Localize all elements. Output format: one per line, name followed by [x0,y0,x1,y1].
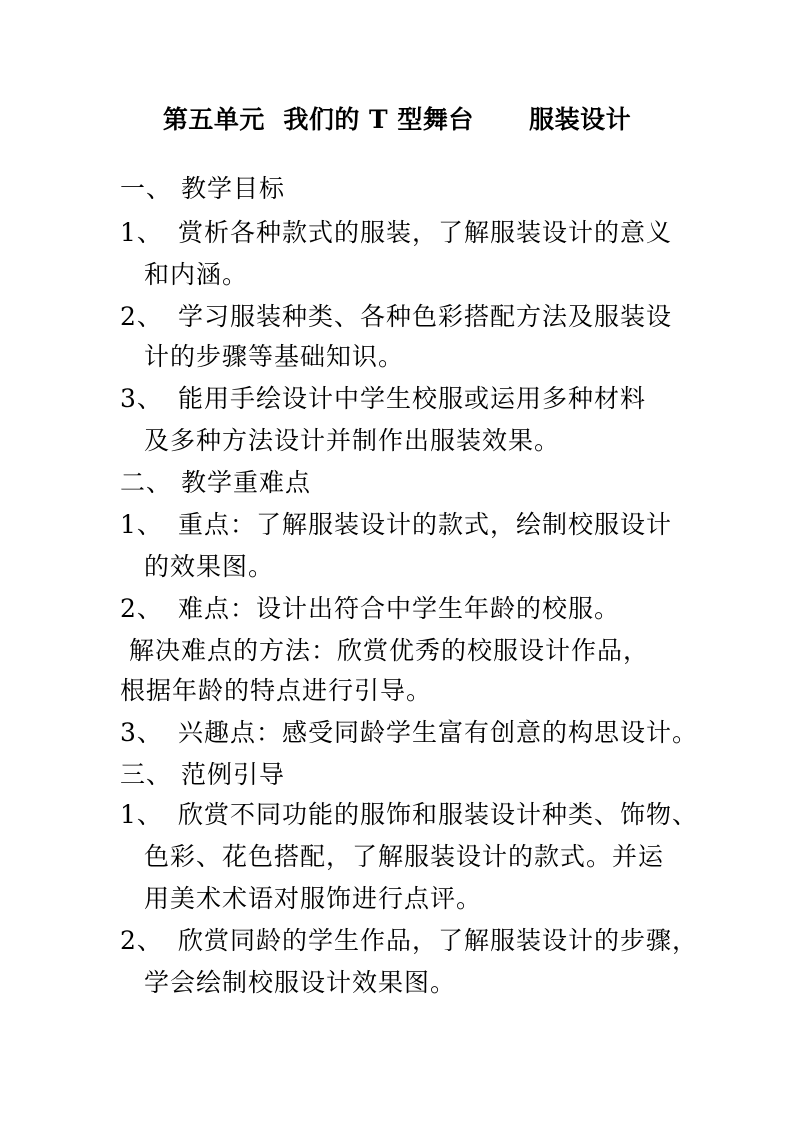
item-number: 2、 [120,302,163,331]
paragraph-line [120,673,432,709]
list-item-continuation [144,257,248,293]
list-item [120,715,698,751]
line-text: 及多种方法设计并制作出服装效果。 [144,426,561,455]
list-item-continuation [144,423,560,459]
item-number: 1、 [120,510,163,539]
line-text: 一、 教学目标 [120,174,285,203]
line-text: 的效果图。 [144,552,275,581]
list-item [120,797,698,833]
line-text: 用美术术语对服饰进行点评。 [144,884,483,913]
line-text: 赏析各种款式的服装，了解服装设计的意义 [178,218,673,247]
line-text: 学习服装种类、各种色彩搭配方法及服装设 [178,302,673,331]
line-text: 根据年龄的特点进行引导。 [120,676,433,705]
line-text: 解决难点的方法：欣赏优秀的校服设计作品， [120,636,649,665]
list-item [120,299,672,335]
line-text: 欣赏同龄的学生作品，了解服装设计的步骤， [178,926,699,955]
line-text: 欣赏不同功能的服饰和服装设计种类、饰物、 [178,800,699,829]
item-number: 2、 [120,926,163,955]
list-item [120,923,698,959]
line-text: 三、 范例引导 [120,760,285,789]
list-item-continuation [144,965,456,1001]
paragraph-line [120,633,649,669]
line-text: 学会绘制校服设计效果图。 [144,968,457,997]
line-text: 能用手绘设计中学生校服或运用多种材料 [178,384,647,413]
list-item [120,507,672,543]
list-item [120,591,620,627]
item-number: 1、 [120,218,163,247]
item-number: 3、 [120,384,163,413]
item-number: 3、 [120,718,163,747]
list-item-continuation [144,549,274,585]
list-item-continuation [144,839,664,875]
line-text: 重点：了解服装设计的款式，绘制校服设计 [178,510,673,539]
line-text: 色彩、花色搭配，了解服装设计的款式。并运 [144,842,665,871]
section-heading-examples [120,757,285,793]
line-text: 难点：设计出符合中学生年龄的校服。 [178,594,621,623]
line-text: 计的步骤等基础知识。 [144,342,405,371]
item-number: 1、 [120,800,163,829]
section-heading-objectives [120,171,285,207]
document-title: 第五单元 我们的 T 型舞台 服装设计 [162,105,632,134]
list-item [120,215,672,251]
section-heading-key-points [120,465,311,501]
list-item [120,381,646,417]
line-text: 和内涵。 [144,260,249,289]
item-number: 2、 [120,594,163,623]
list-item-continuation [144,339,404,375]
line-text: 兴趣点：感受同龄学生富有创意的构思设计。 [178,718,699,747]
list-item-continuation [144,881,482,917]
line-text: 二、 教学重难点 [120,468,311,497]
